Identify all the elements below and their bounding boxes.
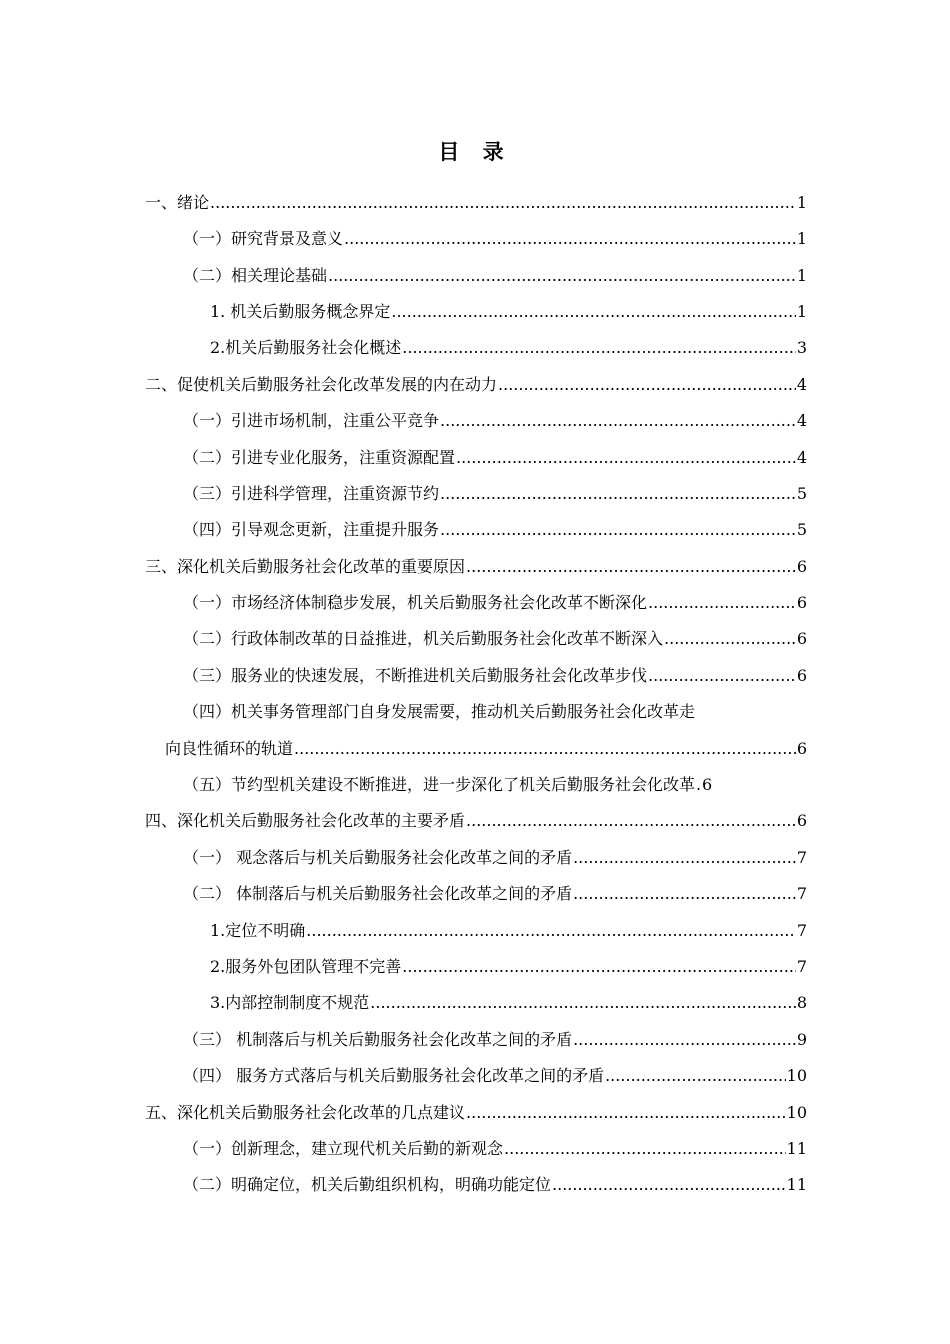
toc-entry-text: （二）引进专业化服务，注重资源配置 <box>183 448 456 467</box>
toc-leader-dots <box>344 229 796 249</box>
toc-entry-text: （二）相关理论基础 <box>183 266 328 285</box>
toc-entry-text: （三）服务业的快速发展，不断推进机关后勤服务社会化改革步伐 <box>183 666 648 685</box>
toc-leader-dots <box>210 193 796 213</box>
toc-leader-dots <box>440 484 796 504</box>
toc-entry-wrapped-first-line[interactable]: （四）机关事务管理部门自身发展需要，推动机关后勤服务社会化改革走 <box>183 702 696 721</box>
toc-leader-dots <box>504 1139 786 1159</box>
toc-entry[interactable] <box>210 302 807 322</box>
toc-leader-dots <box>456 448 796 468</box>
toc-leader-dots <box>391 302 795 322</box>
toc-entry-text: （一）创新理念，建立现代机关后勤的新观念 <box>183 1139 504 1158</box>
toc-leader-dots <box>498 375 796 395</box>
toc-entry-page: 7 <box>796 957 807 976</box>
toc-leader-dots <box>696 775 701 795</box>
toc-entry-page: 6 <box>796 629 807 648</box>
toc-entry-page: 6 <box>796 593 807 612</box>
toc-entry[interactable] <box>183 266 807 286</box>
toc-leader-dots <box>440 520 796 540</box>
toc-entry[interactable] <box>210 921 807 941</box>
toc-leader-dots <box>573 848 796 868</box>
toc-leader-dots <box>466 557 796 577</box>
toc-entry[interactable] <box>210 993 807 1013</box>
toc-entry-page: 1 <box>796 193 807 212</box>
toc-entry-page: 10 <box>786 1066 807 1085</box>
toc-entry-text: 1.定位不明确 <box>210 921 306 940</box>
toc-leader-dots <box>466 811 796 831</box>
toc-leader-dots <box>402 338 796 358</box>
toc-entry[interactable] <box>183 629 807 649</box>
toc-entry-page: 6 <box>796 557 807 576</box>
toc-entry[interactable] <box>183 848 807 868</box>
toc-entry-text: 二、促使机关后勤服务社会化改革发展的内在动力 <box>145 375 498 394</box>
toc-entry-text: （一） 观念落后与机关后勤服务社会化改革之间的矛盾 <box>183 848 573 867</box>
toc-entry[interactable] <box>210 338 807 358</box>
toc-entry[interactable] <box>165 739 807 759</box>
toc-leader-dots <box>573 884 796 904</box>
toc-leader-dots <box>648 593 796 613</box>
toc-entry-page: 8 <box>796 993 807 1012</box>
toc-entry-page: 5 <box>796 484 807 503</box>
toc-entry[interactable] <box>183 1030 807 1050</box>
toc-entry[interactable] <box>183 411 807 431</box>
toc-entry-text: 1. 机关后勤服务概念界定 <box>210 302 391 321</box>
toc-entry-text: （一）研究背景及意义 <box>183 229 344 248</box>
toc-entry[interactable] <box>210 957 807 977</box>
toc-entry[interactable] <box>183 229 807 249</box>
toc-entry-text: （二） 体制落后与机关后勤服务社会化改革之间的矛盾 <box>183 884 573 903</box>
page-title: 目 录 <box>438 139 512 164</box>
toc-entry[interactable] <box>145 375 807 395</box>
toc-entry-page: 6 <box>796 811 807 830</box>
toc-entry-page: 11 <box>786 1139 807 1158</box>
toc-leader-dots <box>294 739 796 759</box>
toc-entry-page: 11 <box>786 1175 807 1194</box>
toc-entry-page: 1 <box>796 229 807 248</box>
toc-entry[interactable] <box>183 884 807 904</box>
toc-entry[interactable] <box>183 666 807 686</box>
toc-leader-dots <box>328 266 796 286</box>
toc-leader-dots <box>664 629 796 649</box>
toc-entry[interactable] <box>145 1103 807 1123</box>
toc-entry-text: （四） 服务方式落后与机关后勤服务社会化改革之间的矛盾 <box>183 1066 605 1085</box>
toc-leader-dots <box>552 1175 786 1195</box>
toc-leader-dots <box>306 921 796 941</box>
toc-entry-page: 6 <box>796 739 807 758</box>
toc-entry[interactable] <box>145 193 807 213</box>
toc-entry-text: 一、绪论 <box>145 193 210 212</box>
toc-entry-page: 5 <box>796 520 807 539</box>
toc-entry-text: 3.内部控制制度不规范 <box>210 993 370 1012</box>
toc-entry-text: （三）引进科学管理，注重资源节约 <box>183 484 440 503</box>
toc-entry[interactable] <box>183 775 807 795</box>
toc-entry-text: 五、深化机关后勤服务社会化改革的几点建议 <box>145 1103 466 1122</box>
toc-entry-text: （二）明确定位，机关后勤组织机构，明确功能定位 <box>183 1175 552 1194</box>
toc-entry-page: 1 <box>796 302 807 321</box>
toc-entry-text: 四、深化机关后勤服务社会化改革的主要矛盾 <box>145 811 466 830</box>
toc-leader-dots <box>648 666 796 686</box>
toc-entry[interactable] <box>183 593 807 613</box>
toc-entry-page: 4 <box>796 448 807 467</box>
toc-entry-text: （二）行政体制改革的日益推进，机关后勤服务社会化改革不断深入 <box>183 629 664 648</box>
toc-entry[interactable] <box>183 520 807 540</box>
toc-entry[interactable] <box>145 811 807 831</box>
toc-entry-page: 9 <box>796 1030 807 1049</box>
toc-entry[interactable] <box>145 557 807 577</box>
toc-entry-page: 4 <box>796 375 807 394</box>
toc-entry-page: 6 <box>796 666 807 685</box>
toc-leader-dots <box>440 411 796 431</box>
toc-leader-dots <box>573 1030 796 1050</box>
toc-entry[interactable] <box>183 1175 807 1195</box>
toc-entry-text: 2.服务外包团队管理不完善 <box>210 957 402 976</box>
toc-entry-text: （三） 机制落后与机关后勤服务社会化改革之间的矛盾 <box>183 1030 573 1049</box>
toc-leader-dots <box>605 1066 786 1086</box>
toc-entry[interactable] <box>183 448 807 468</box>
toc-entry-text: 2.机关后勤服务社会化概述 <box>210 338 402 357</box>
toc-entry-text: （五）节约型机关建设不断推进，进一步深化了机关后勤服务社会化改革 <box>183 775 696 794</box>
toc-entry-text: （一）引进市场机制，注重公平竞争 <box>183 411 440 430</box>
toc-entry-text: 三、深化机关后勤服务社会化改革的重要原因 <box>145 557 466 576</box>
toc-leader-dots <box>466 1103 786 1123</box>
toc-entry-page: 3 <box>796 338 807 357</box>
toc-leader-dots <box>370 993 796 1013</box>
toc-entry-page: 10 <box>786 1103 807 1122</box>
toc-entry-text: （一）市场经济体制稳步发展，机关后勤服务社会化改革不断深化 <box>183 593 648 612</box>
toc-entry-text: 向良性循环的轨道 <box>165 739 294 758</box>
toc-entry-page: 4 <box>796 411 807 430</box>
toc-entry-page: 1 <box>796 266 807 285</box>
toc-entry-page: 7 <box>796 884 807 903</box>
toc-entry-text: （四）引导观念更新，注重提升服务 <box>183 520 440 539</box>
toc-entry-page: 6 <box>702 775 713 794</box>
toc-entry[interactable] <box>183 1139 807 1159</box>
toc-entry[interactable] <box>183 1066 807 1086</box>
toc-entry[interactable] <box>183 484 807 504</box>
toc-entry-page: 7 <box>796 848 807 867</box>
toc-entry-page: 7 <box>796 921 807 940</box>
toc-leader-dots <box>402 957 796 977</box>
